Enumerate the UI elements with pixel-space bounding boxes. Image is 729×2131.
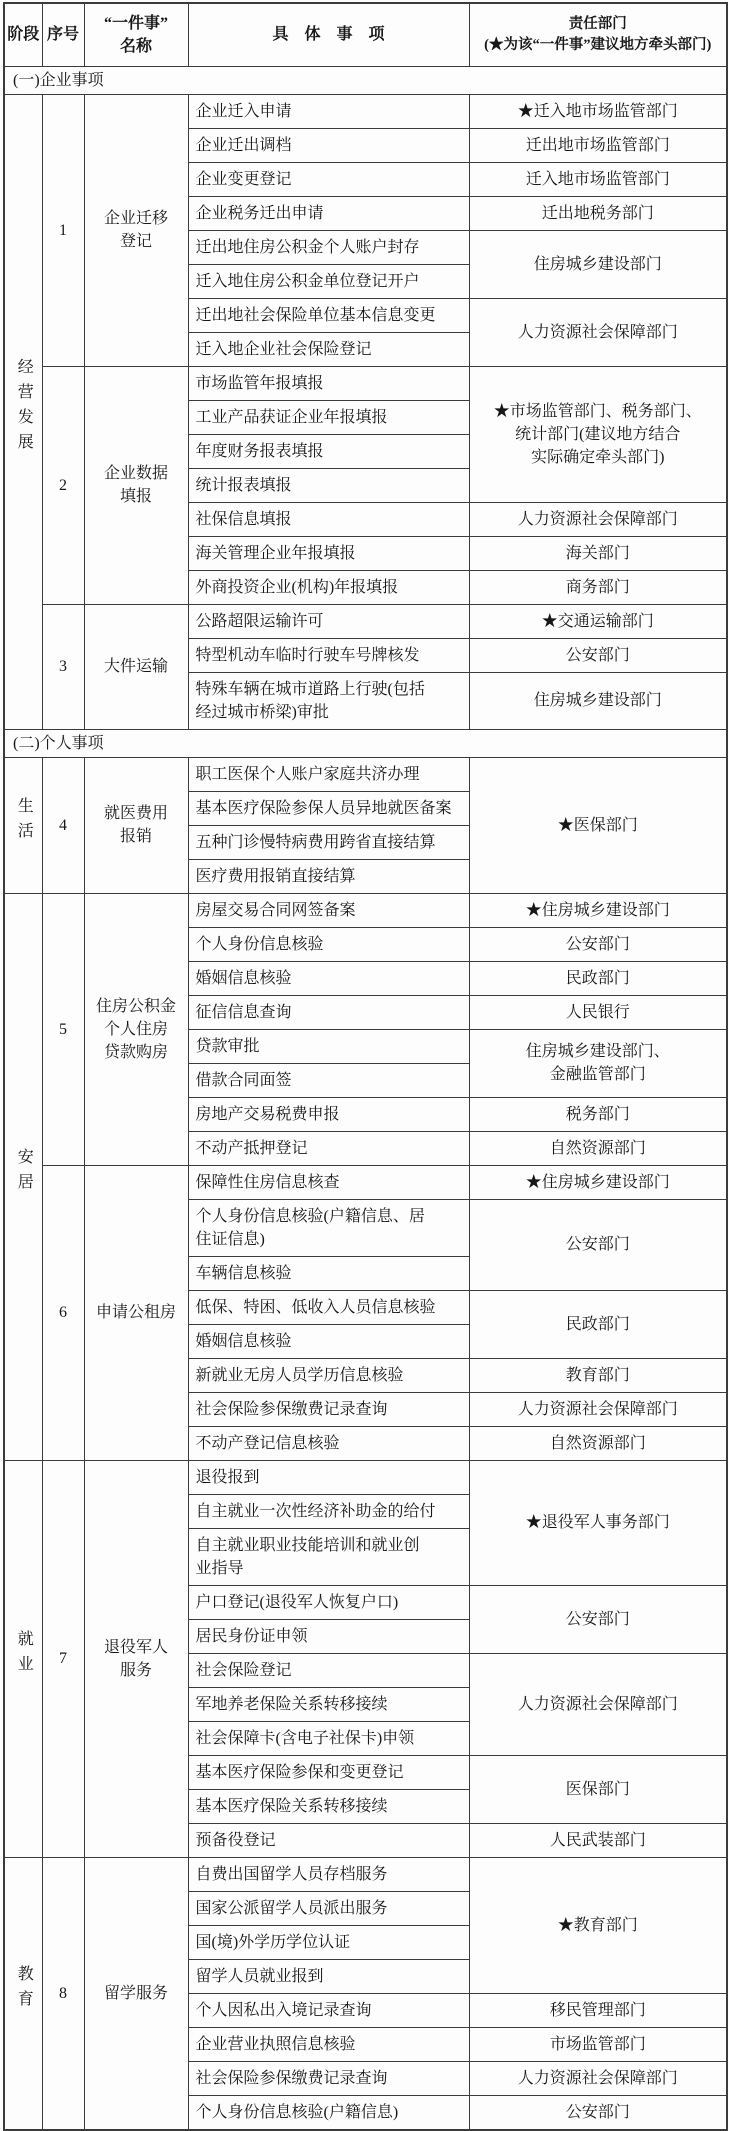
- stage-label: 教育: [15, 1964, 33, 2015]
- item-cell: 基本医疗保险参保人员异地就医备案: [188, 791, 469, 825]
- item-cell: 预备役登记: [188, 1823, 469, 1857]
- name-cell: 大件运输: [84, 604, 188, 729]
- item-cell: 车辆信息核验: [188, 1256, 469, 1290]
- dept-cell: ★退役军人事务部门: [469, 1460, 727, 1585]
- header-cell: “一件事” 名称: [84, 3, 188, 66]
- header-cell: 序号: [42, 3, 84, 66]
- item-cell: 国(境)外学历学位认证: [188, 1925, 469, 1959]
- header-cell: 阶段: [4, 3, 42, 66]
- item-cell: 个人身份信息核验(户籍信息、居 住证信息): [188, 1199, 469, 1256]
- header-cell: 责任部门 (★为该“一件事”建议地方牵头部门): [469, 3, 727, 66]
- dept-cell: 民政部门: [469, 961, 727, 995]
- stage-label: 生活: [15, 796, 33, 847]
- item-cell: 保障性住房信息核查: [188, 1165, 469, 1199]
- item-cell: 企业营业执照信息核验: [188, 2027, 469, 2061]
- dept-cell: 住房城乡建设部门: [469, 230, 727, 298]
- item-cell: 基本医疗保险关系转移接续: [188, 1789, 469, 1823]
- seq-cell: 6: [42, 1165, 84, 1460]
- item-cell: 特殊车辆在城市道路上行驶(包括 经过城市桥梁)审批: [188, 672, 469, 729]
- dept-cell: ★教育部门: [469, 1857, 727, 1993]
- seq-cell: 4: [42, 757, 84, 893]
- item-cell: 低保、特困、低收入人员信息核验: [188, 1290, 469, 1324]
- dept-cell: 人力资源社会保障部门: [469, 1392, 727, 1426]
- dept-cell: 人力资源社会保障部门: [469, 502, 727, 536]
- dept-cell: 税务部门: [469, 1097, 727, 1131]
- item-cell: 企业迁入申请: [188, 94, 469, 128]
- dept-cell: 人力资源社会保障部门: [469, 2061, 727, 2095]
- name-cell: 住房公积金 个人住房 贷款购房: [84, 893, 188, 1165]
- item-cell: 迁入地住房公积金单位登记开户: [188, 264, 469, 298]
- dept-cell: 海关部门: [469, 536, 727, 570]
- table-row: [4, 757, 727, 791]
- section-row: [4, 66, 727, 94]
- item-cell: 统计报表填报: [188, 468, 469, 502]
- item-cell: 迁入地企业社会保险登记: [188, 332, 469, 366]
- dept-cell: 人力资源社会保障部门: [469, 1653, 727, 1755]
- table-row: [4, 604, 727, 638]
- section-row: [4, 729, 727, 757]
- name-cell: 退役军人 服务: [84, 1460, 188, 1857]
- dept-cell: 迁出地市场监管部门: [469, 128, 727, 162]
- item-cell: 居民身份证申领: [188, 1619, 469, 1653]
- item-cell: 公路超限运输许可: [188, 604, 469, 638]
- item-cell: 五种门诊慢特病费用跨省直接结算: [188, 825, 469, 859]
- dept-cell: 住房城乡建设部门、 金融监管部门: [469, 1029, 727, 1097]
- dept-cell: ★住房城乡建设部门: [469, 893, 727, 927]
- item-cell: 社会保障卡(含电子社保卡)申领: [188, 1721, 469, 1755]
- item-cell: 新就业无房人员学历信息核验: [188, 1358, 469, 1392]
- stage-cell: [4, 893, 42, 1460]
- dept-cell: 自然资源部门: [469, 1426, 727, 1460]
- header-cell: 具 体 事 项: [188, 3, 469, 66]
- item-cell: 婚姻信息核验: [188, 1324, 469, 1358]
- one-thing-table: [3, 2, 728, 2131]
- item-cell: 海关管理企业年报填报: [188, 536, 469, 570]
- item-cell: 不动产登记信息核验: [188, 1426, 469, 1460]
- dept-cell: 商务部门: [469, 570, 727, 604]
- dept-cell: 民政部门: [469, 1290, 727, 1358]
- item-cell: 迁出地社会保险单位基本信息变更: [188, 298, 469, 332]
- item-cell: 市场监管年报填报: [188, 366, 469, 400]
- item-cell: 社会保险登记: [188, 1653, 469, 1687]
- stage-cell: [4, 757, 42, 893]
- item-cell: 个人身份信息核验(户籍信息): [188, 2095, 469, 2130]
- header-row: [4, 3, 727, 66]
- dept-cell: 人力资源社会保障部门: [469, 298, 727, 366]
- section-label: (一)企业事项: [4, 66, 727, 94]
- table-row: [4, 1460, 727, 1494]
- item-cell: 特型机动车临时行驶车号牌核发: [188, 638, 469, 672]
- dept-cell: 人民银行: [469, 995, 727, 1029]
- dept-cell: 公安部门: [469, 1585, 727, 1653]
- dept-cell: 迁出地税务部门: [469, 196, 727, 230]
- table-body: [4, 66, 727, 2130]
- name-cell: 就医费用 报销: [84, 757, 188, 893]
- item-cell: 自主就业职业技能培训和就业创 业指导: [188, 1528, 469, 1585]
- stage-label: 经营发展: [15, 358, 33, 458]
- item-cell: 个人因私出入境记录查询: [188, 1993, 469, 2027]
- item-cell: 房屋交易合同网签备案: [188, 893, 469, 927]
- section-label: (二)个人事项: [4, 729, 727, 757]
- dept-cell: 公安部门: [469, 2095, 727, 2130]
- table-header: [4, 3, 727, 66]
- item-cell: 征信信息查询: [188, 995, 469, 1029]
- dept-cell: 教育部门: [469, 1358, 727, 1392]
- item-cell: 婚姻信息核验: [188, 961, 469, 995]
- dept-cell: 公安部门: [469, 638, 727, 672]
- item-cell: 迁出地住房公积金个人账户封存: [188, 230, 469, 264]
- name-cell: 留学服务: [84, 1857, 188, 2130]
- item-cell: 外商投资企业(机构)年报填报: [188, 570, 469, 604]
- table-row: [4, 1165, 727, 1199]
- item-cell: 社保信息填报: [188, 502, 469, 536]
- stage-cell: [4, 1460, 42, 1857]
- item-cell: 企业迁出调档: [188, 128, 469, 162]
- item-cell: 退役报到: [188, 1460, 469, 1494]
- item-cell: 国家公派留学人员派出服务: [188, 1891, 469, 1925]
- item-cell: 社会保险参保缴费记录查询: [188, 1392, 469, 1426]
- item-cell: 工业产品获证企业年报填报: [188, 400, 469, 434]
- dept-cell: 自然资源部门: [469, 1131, 727, 1165]
- stage-label: 安居: [15, 1148, 33, 1198]
- item-cell: 年度财务报表填报: [188, 434, 469, 468]
- dept-cell: 迁入地市场监管部门: [469, 162, 727, 196]
- item-cell: 留学人员就业报到: [188, 1959, 469, 1993]
- stage-label: 就业: [15, 1630, 33, 1680]
- stage-cell: [4, 94, 42, 729]
- table-row: [4, 893, 727, 927]
- seq-cell: 7: [42, 1460, 84, 1857]
- dept-cell: ★交通运输部门: [469, 604, 727, 638]
- name-cell: 企业迁移 登记: [84, 94, 188, 366]
- item-cell: 自主就业一次性经济补助金的给付: [188, 1494, 469, 1528]
- item-cell: 职工医保个人账户家庭共济办理: [188, 757, 469, 791]
- seq-cell: 5: [42, 893, 84, 1165]
- item-cell: 自费出国留学人员存档服务: [188, 1857, 469, 1891]
- item-cell: 借款合同面签: [188, 1063, 469, 1097]
- dept-cell: 移民管理部门: [469, 1993, 727, 2027]
- item-cell: 不动产抵押登记: [188, 1131, 469, 1165]
- item-cell: 医疗费用报销直接结算: [188, 859, 469, 893]
- dept-cell: 市场监管部门: [469, 2027, 727, 2061]
- item-cell: 企业税务迁出申请: [188, 196, 469, 230]
- seq-cell: 2: [42, 366, 84, 604]
- dept-cell: 医保部门: [469, 1755, 727, 1823]
- seq-cell: 8: [42, 1857, 84, 2130]
- item-cell: 户口登记(退役军人恢复户口): [188, 1585, 469, 1619]
- stage-cell: [4, 1857, 42, 2130]
- seq-cell: 1: [42, 94, 84, 366]
- dept-cell: ★市场监管部门、税务部门、 统计部门(建议地方结合 实际确定牵头部门): [469, 366, 727, 502]
- dept-cell: 人民武装部门: [469, 1823, 727, 1857]
- item-cell: 军地养老保险关系转移接续: [188, 1687, 469, 1721]
- table-row: [4, 366, 727, 400]
- dept-cell: ★住房城乡建设部门: [469, 1165, 727, 1199]
- item-cell: 个人身份信息核验: [188, 927, 469, 961]
- item-cell: 社会保险参保缴费记录查询: [188, 2061, 469, 2095]
- dept-cell: ★医保部门: [469, 757, 727, 893]
- item-cell: 贷款审批: [188, 1029, 469, 1063]
- item-cell: 房地产交易税费申报: [188, 1097, 469, 1131]
- name-cell: 申请公租房: [84, 1165, 188, 1460]
- table-row: [4, 94, 727, 128]
- item-cell: 企业变更登记: [188, 162, 469, 196]
- seq-cell: 3: [42, 604, 84, 729]
- dept-cell: 公安部门: [469, 1199, 727, 1290]
- dept-cell: ★迁入地市场监管部门: [469, 94, 727, 128]
- dept-cell: 公安部门: [469, 927, 727, 961]
- dept-cell: 住房城乡建设部门: [469, 672, 727, 729]
- item-cell: 基本医疗保险参保和变更登记: [188, 1755, 469, 1789]
- table-row: [4, 1857, 727, 1891]
- name-cell: 企业数据 填报: [84, 366, 188, 604]
